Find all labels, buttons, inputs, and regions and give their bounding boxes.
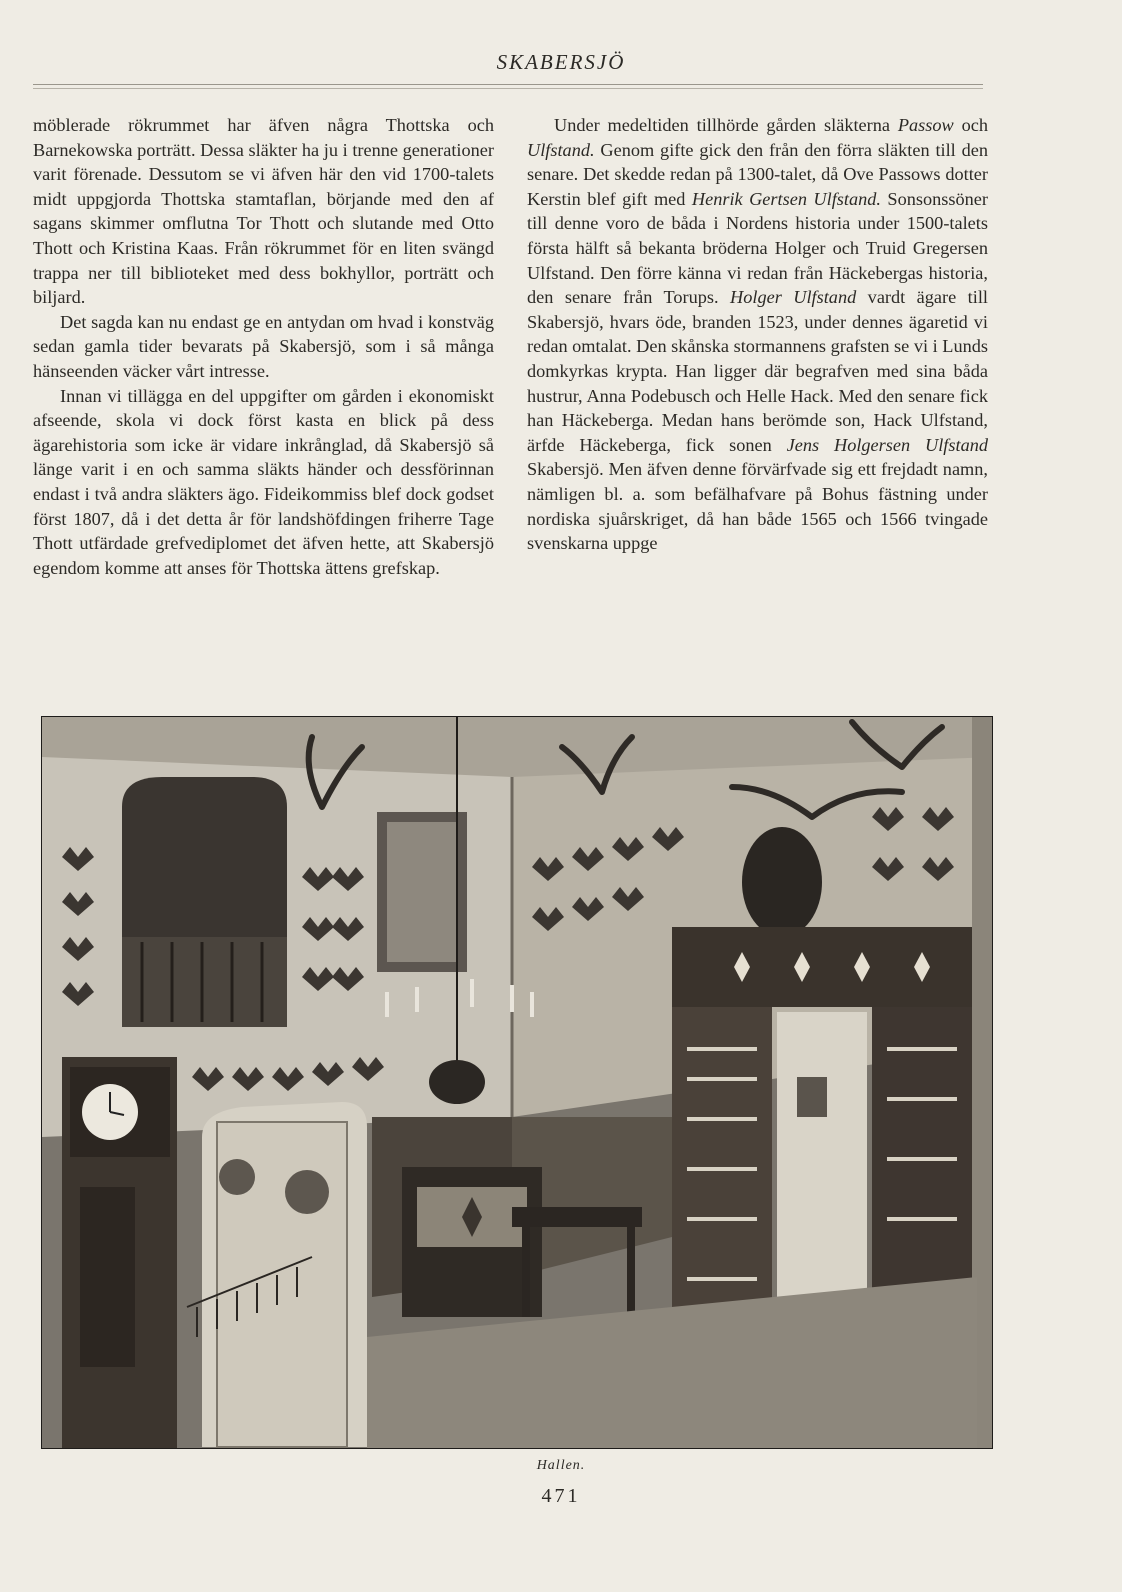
text-run: Skabersjö. Men äfven denne förvärfvade sig ett frejdadt namn, nämligen bl. a. som befälhafvare på Bohus fästning under nordiska sjuårskriget, då han både 1565 och 1566 tvingade svenskarna uppge [527,459,988,554]
paragraph: Det sagda kan nu endast ge en antydan om hvad i konstväg sedan gamla tider bevarats på Skabersjö, som i så många hänseenden väcker vårt intresse. [33,311,494,381]
hall-photograph-illustration [42,717,992,1448]
header-rule-thin [33,88,983,89]
italic-name: Ulfstand. [527,139,595,160]
paragraph: Innan vi tillägga en del uppgifter om gården i ekonomiskt afseende, skola vi dock först kasta en blick på dess ägarehistoria som icke är vidare inkrånglad, då Skabersjö så länge varit i en och samma släkts händer och dessförinnan endast i två andra släkters ägo. Fideikommiss blef dock godset först 1807, då i det detta år för landshöfdingen friherre Tage Thott utfärdade grefvediplomet det äfven hette, att Skabersjö egendom komme att anses för Thottska ättens grefskap. [33,385,494,578]
italic-name: Henrik Gertsen Ulfstand. [691,188,881,209]
text-run: Sonsonssöner till denne voro de båda i Nordens historia under 1500-talets första hälft så bekanta bröderna Holger och Truid Gregersen Ulfstand. Den förre känna vi redan från Häckebergas historia, den senare från Torups. [527,188,988,308]
text-run: vardt ägare till Skabersjö, hvars öde, branden 1523, under dennes ägaretid vi redan omtalat. Den skånska stormannens grafsten se vi i Lunds domkyrkas krypta. Han ligger där begrafven med sina båda hustrur, Anna Podebusch och Helle Hack. Med den senare fick han Häckeberga. Medan hans berömde son, Hack Ulfstand, ärfde Häckeberga, fick sonen [527,287,988,455]
paragraph [527,113,988,556]
italic-name: Jens Holgersen Ulfstand [786,434,989,455]
header-rule [33,84,983,85]
italic-name: Passow [897,115,954,135]
text-run: och [953,115,989,135]
right-text-column [527,113,988,556]
italic-name: Holger Ulfstand [730,287,857,308]
hall-photograph [41,716,993,1449]
text-run: Under medeltiden tillhörde gården släkterna [554,115,898,135]
running-title: SKABERSJÖ [496,50,626,74]
text-run: Genom gifte gick den från den förra släkten till den senare. Det skedde redan på 1300-talet, då Ove Passows dotter Kerstin blef gift med [527,139,988,209]
figure-caption: Hallen. [536,1458,586,1473]
paragraph: möblerade rökrummet har äfven några Thottska och Barnekowska porträtt. Dessa släkter ha ju i trenne generationer varit förenade. Dessutom se vi äfven här den vid 1700-talets midt uppgjorda Thottska stamtaflan, börjande med den af sagans skimmer omflutna Tor Thott och slutande med Otto Thott och Kristina Kaas. Från rökrummet för en liten svängd trappa ner till biblioteket med dess bokhyllor, porträtt och biljard. [33,115,494,308]
page-number: 471 [541,1485,581,1507]
left-text-column [33,113,494,580]
